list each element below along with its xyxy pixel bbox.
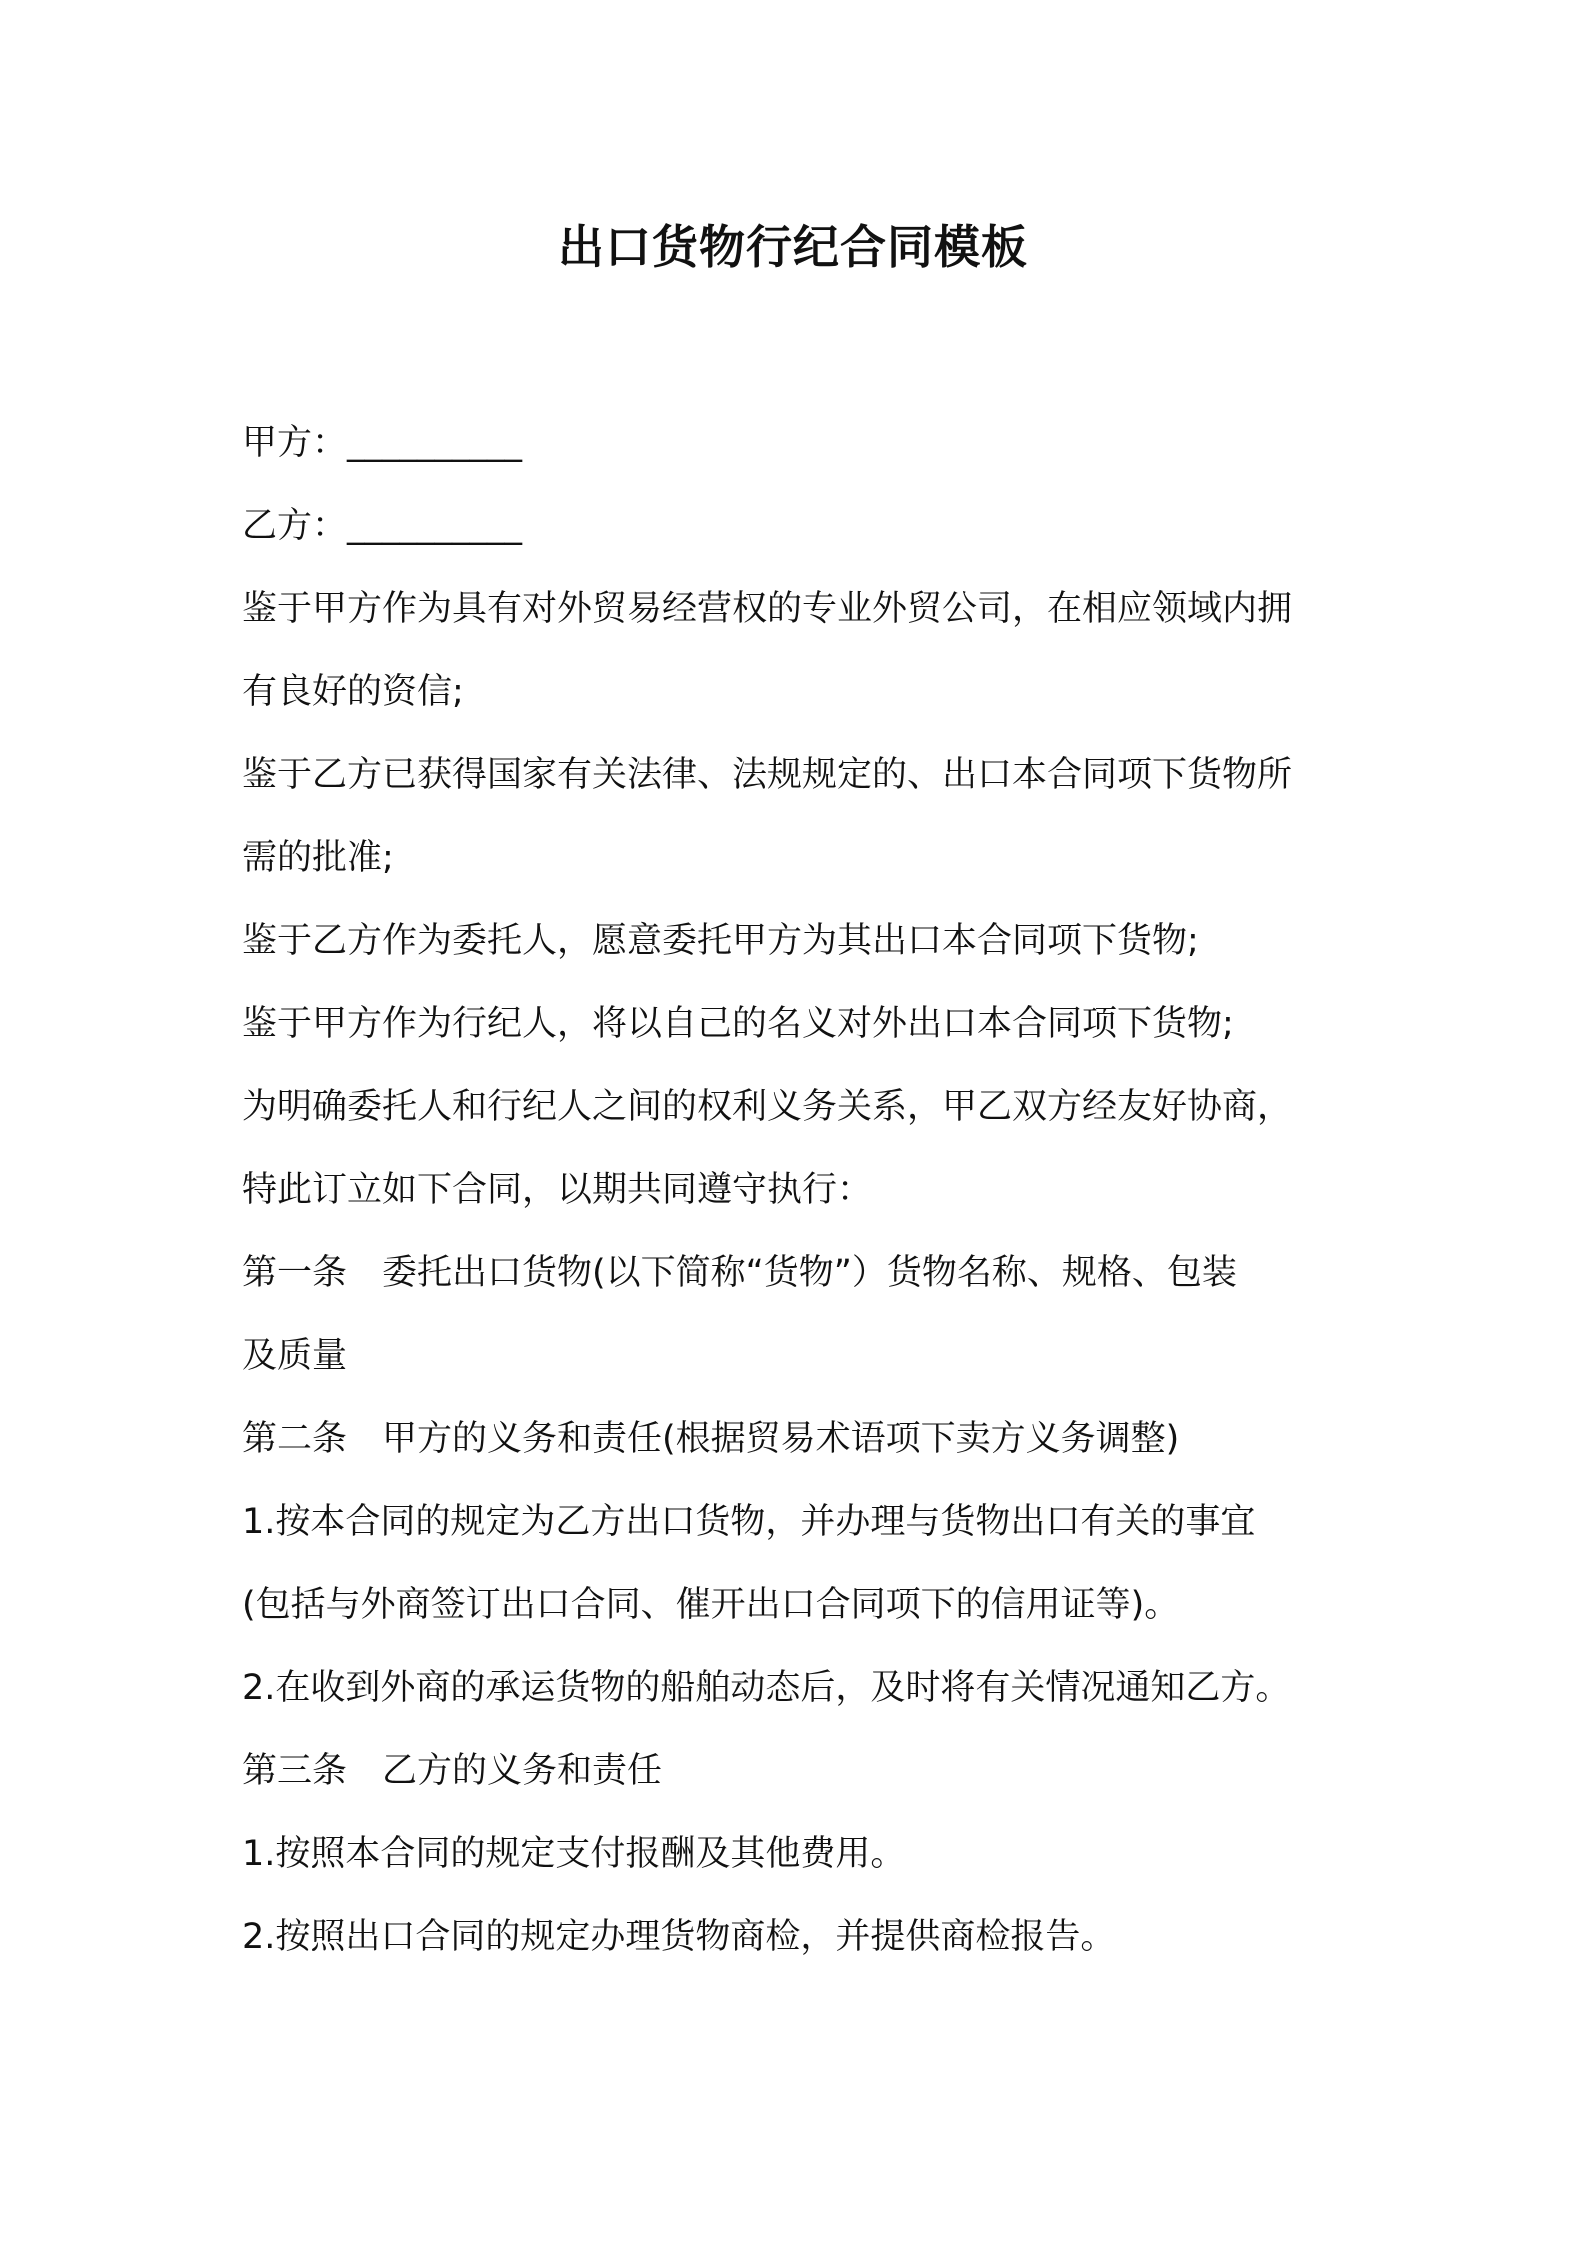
recital-line: 鉴于乙方已获得国家有关法律、法规规定的、出口本合同项下货物所 bbox=[242, 755, 1293, 795]
clause-text: 2.按照出口合同的规定办理货物商检，并提供商检报告。 bbox=[242, 1917, 1116, 1957]
article-text: 及质量 bbox=[242, 1336, 348, 1376]
recital-line: 鉴于乙方作为委托人，愿意委托甲方为其出口本合同项下货物; bbox=[242, 921, 1199, 961]
document-body bbox=[242, 402, 1352, 1979]
recital-line: 为明确委托人和行纪人之间的权利义务关系，甲乙双方经友好协商， bbox=[242, 1087, 1293, 1127]
recital-line: 需的批准; bbox=[242, 838, 394, 878]
party-a-line: 甲方：__________ bbox=[242, 423, 523, 463]
clause-text: (包括与外商签订出口合同、催开出口合同项下的信用证等)。 bbox=[242, 1585, 1180, 1625]
article-heading: 第一条 委托出口货物(以下简称“货物”）货物名称、规格、包装 bbox=[242, 1253, 1237, 1293]
document-title: 出口货物行纪合同模板 bbox=[558, 220, 1028, 274]
party-b-line: 乙方：__________ bbox=[242, 506, 523, 546]
clause-text: 1.按本合同的规定为乙方出口货物，并办理与货物出口有关的事宜 bbox=[242, 1502, 1256, 1542]
recital-line: 特此订立如下合同，以期共同遵守执行： bbox=[242, 1170, 873, 1210]
recital-line: 鉴于甲方作为具有对外贸易经营权的专业外贸公司，在相应领域内拥 bbox=[242, 589, 1293, 629]
article-heading: 第三条 乙方的义务和责任 bbox=[242, 1751, 663, 1791]
article-heading: 第二条 甲方的义务和责任(根据贸易术语项下卖方义务调整) bbox=[242, 1419, 1180, 1459]
clause-text: 1.按照本合同的规定支付报酬及其他费用。 bbox=[242, 1834, 906, 1874]
clause-text: 2.在收到外商的承运货物的船舶动态后，及时将有关情况通知乙方。 bbox=[242, 1668, 1291, 1708]
recital-line: 鉴于甲方作为行纪人，将以自己的名义对外出口本合同项下货物; bbox=[242, 1004, 1234, 1044]
recital-line: 有良好的资信; bbox=[242, 672, 464, 712]
